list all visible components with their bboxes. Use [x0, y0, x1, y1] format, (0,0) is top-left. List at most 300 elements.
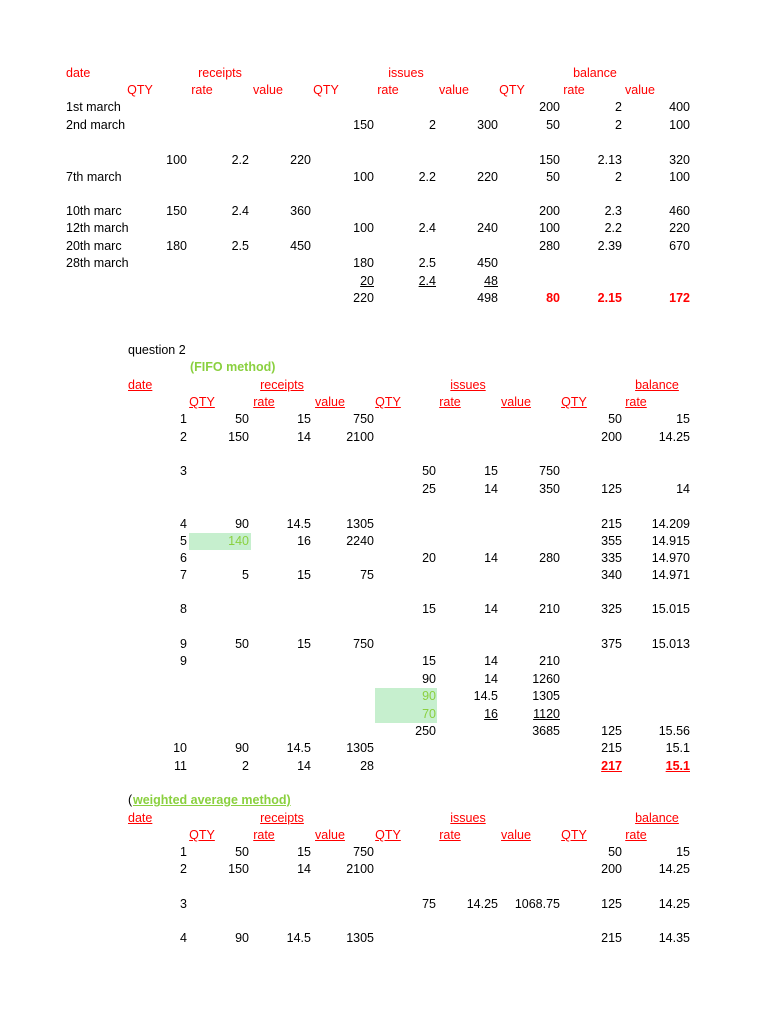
cell-b_qty: 280 [539, 239, 560, 253]
cell-r_value [304, 463, 374, 480]
cell-b_value: 100 [669, 170, 690, 184]
cell-i_value: 210 [539, 602, 560, 616]
cell-b_value: 100 [669, 118, 690, 132]
cell-b_rate: 14.25 [658, 430, 690, 444]
cell-b_qty: 375 [601, 637, 622, 651]
cell-b_rate [552, 273, 622, 290]
cell-r_rate [241, 723, 311, 740]
cell-day: 9 [180, 654, 187, 668]
cell-i_qty: 15 [422, 602, 436, 616]
cell-i_value: 1068.75 [514, 897, 560, 911]
row-date: 28th march [66, 256, 129, 270]
cell-day: 6 [180, 551, 187, 565]
header-balance: balance [573, 66, 617, 80]
cell-i_value: 450 [477, 256, 498, 270]
cell-r_rate: 14.5 [286, 517, 311, 531]
cell-r_qty [117, 169, 187, 186]
cell-r_value [241, 99, 311, 116]
cell-b_qty [552, 706, 622, 723]
cell-i_qty [366, 411, 436, 428]
cell-r_value [241, 290, 311, 307]
cell-b_rate: 2.3 [604, 204, 622, 218]
subheader-rate1: rate [253, 828, 275, 842]
cell-day [117, 671, 187, 688]
cell-day: 3 [180, 464, 187, 478]
cell-day: 1 [180, 845, 187, 859]
cell-r_qty [117, 117, 187, 134]
cell-i_rate [428, 740, 498, 757]
cell-day [117, 723, 187, 740]
header-date: date [66, 66, 91, 80]
cell-b_rate: 14.209 [651, 517, 690, 531]
cell-r_qty [179, 706, 249, 723]
cell-i_value [490, 516, 560, 533]
cell-i_qty: 20 [360, 274, 374, 288]
cell-b_qty: 100 [539, 221, 560, 235]
cell-r_rate [241, 653, 311, 670]
cell-i_qty [366, 758, 436, 775]
cell-r_qty [179, 463, 249, 480]
cell-i_rate [428, 930, 498, 947]
cell-b_qty [552, 671, 622, 688]
cell-r_qty [117, 220, 187, 237]
cell-i_value: 300 [477, 118, 498, 132]
cell-r_rate [241, 601, 311, 618]
cell-day: 8 [180, 602, 187, 616]
row-date: 12th march [66, 221, 129, 235]
cell-b_rate [620, 688, 690, 705]
cell-b_qty: 200 [539, 100, 560, 114]
cell-b_qty: 80 [546, 291, 560, 305]
header-issues: issues [388, 66, 424, 80]
cell-day: 2 [180, 862, 187, 876]
cell-i_qty [304, 152, 374, 169]
cell-r_rate [179, 169, 249, 186]
cell-r_rate [179, 273, 249, 290]
cell-r_rate [179, 99, 249, 116]
cell-r_value [304, 706, 374, 723]
cell-i_rate: 2 [429, 118, 436, 132]
cell-r_qty [179, 550, 249, 567]
subheader-qty1: QTY [189, 395, 215, 409]
cell-r_qty: 140 [228, 534, 249, 548]
cell-b_rate: 15.56 [658, 724, 690, 738]
cell-b_value [620, 273, 690, 290]
cell-b_qty: 215 [601, 517, 622, 531]
cell-i_rate [366, 99, 436, 116]
cell-r_value [241, 273, 311, 290]
cell-b_qty: 200 [539, 204, 560, 218]
cell-i_rate [366, 203, 436, 220]
subheader-qty2: QTY [313, 83, 339, 97]
cell-day: 4 [180, 931, 187, 945]
cell-r_rate [179, 220, 249, 237]
cell-r_qty: 50 [235, 845, 249, 859]
cell-day: 11 [174, 759, 187, 773]
cell-b_rate: 2.15 [597, 291, 622, 305]
cell-b_value: 670 [669, 239, 690, 253]
cell-r_rate: 16 [297, 534, 311, 548]
cell-i_qty [366, 930, 436, 947]
cell-i_qty [366, 533, 436, 550]
cell-i_rate: 14 [484, 482, 498, 496]
cell-i_value: 1260 [532, 672, 560, 686]
cell-i_value [490, 930, 560, 947]
cell-b_qty: 215 [601, 931, 622, 945]
cell-i_qty [304, 203, 374, 220]
cell-b_qty: 325 [601, 602, 622, 616]
subheader-qty2: QTY [375, 395, 401, 409]
cell-i_value [490, 429, 560, 446]
cell-i_rate [428, 411, 498, 428]
cell-r_value: 2100 [346, 862, 374, 876]
cell-r_rate: 2.2 [231, 153, 249, 167]
subheader-rate3: rate [625, 395, 647, 409]
cell-b_qty: 50 [546, 118, 560, 132]
cell-r_value [304, 481, 374, 498]
cell-r_qty: 150 [228, 430, 249, 444]
cell-i_rate: 15 [484, 464, 498, 478]
cell-r_qty: 150 [228, 862, 249, 876]
cell-b_qty: 150 [539, 153, 560, 167]
header-issues: issues [450, 811, 486, 825]
cell-b_rate: 14.25 [658, 862, 690, 876]
subheader-value1: value [253, 83, 283, 97]
cell-day: 10 [173, 741, 187, 755]
cell-b_rate: 14.25 [658, 897, 690, 911]
cell-b_qty: 50 [546, 170, 560, 184]
subheader-qty2: QTY [375, 828, 401, 842]
cell-r_qty [117, 99, 187, 116]
cell-day: 2 [180, 430, 187, 444]
subheader-qty1: QTY [127, 83, 153, 97]
cell-r_rate [241, 688, 311, 705]
header-date: date [128, 811, 153, 825]
cell-r_rate [241, 463, 311, 480]
cell-i_qty: 90 [422, 672, 436, 686]
cell-r_value [304, 550, 374, 567]
cell-r_qty [179, 601, 249, 618]
cell-i_rate: 2.4 [418, 274, 436, 288]
cell-i_value: 498 [477, 291, 498, 305]
cell-r_rate [241, 550, 311, 567]
cell-i_rate [428, 723, 498, 740]
method-title-fifo: (FIFO method) [190, 360, 276, 374]
cell-i_qty [366, 567, 436, 584]
cell-r_qty: 150 [166, 204, 187, 218]
cell-day [117, 706, 187, 723]
cell-r_rate: 14 [297, 759, 311, 773]
cell-b_rate [552, 255, 622, 272]
cell-r_value [241, 117, 311, 134]
cell-i_qty: 250 [415, 724, 436, 738]
cell-r_qty: 50 [235, 637, 249, 651]
cell-i_value [490, 533, 560, 550]
cell-r_qty: 50 [235, 412, 249, 426]
cell-i_qty: 100 [353, 221, 374, 235]
row-date: 2nd march [66, 118, 126, 132]
cell-b_rate: 2.2 [604, 221, 622, 235]
cell-i_value: 750 [539, 464, 560, 478]
cell-i_rate [428, 861, 498, 878]
subheader-value1: value [315, 395, 345, 409]
cell-r_value [304, 723, 374, 740]
cell-r_qty [117, 255, 187, 272]
header-date: date [128, 378, 153, 392]
cell-i_value [490, 758, 560, 775]
row-date: 20th marc [66, 239, 122, 253]
cell-r_qty: 90 [235, 931, 249, 945]
cell-r_value: 750 [353, 845, 374, 859]
cell-i_value: 240 [477, 221, 498, 235]
cell-day: 4 [180, 517, 187, 531]
cell-i_rate [366, 152, 436, 169]
cell-i_qty: 180 [353, 256, 374, 270]
cell-i_rate [366, 290, 436, 307]
cell-r_qty [179, 653, 249, 670]
cell-i_rate [428, 429, 498, 446]
cell-r_qty [179, 481, 249, 498]
cell-r_qty [179, 688, 249, 705]
cell-r_rate: 14.5 [286, 741, 311, 755]
cell-i_rate [428, 758, 498, 775]
cell-r_rate [241, 896, 311, 913]
cell-i_value: 1120 [533, 707, 560, 721]
cell-b_qty: 50 [608, 845, 622, 859]
header-balance: balance [635, 378, 679, 392]
subheader-value2: value [501, 395, 531, 409]
cell-i_value: 210 [539, 654, 560, 668]
cell-i_qty: 150 [353, 118, 374, 132]
subheader-qty3: QTY [561, 395, 587, 409]
cell-day: 1 [180, 412, 187, 426]
header-receipts: receipts [260, 378, 304, 392]
question-label: question 2 [128, 343, 186, 357]
cell-i_rate: 14 [484, 551, 498, 565]
cell-i_value [490, 636, 560, 653]
cell-i_qty [366, 429, 436, 446]
cell-i_value: 280 [539, 551, 560, 565]
cell-r_qty: 5 [242, 568, 249, 582]
cell-r_qty [179, 723, 249, 740]
cell-day: 3 [180, 897, 187, 911]
cell-i_value [428, 238, 498, 255]
cell-r_rate: 14 [297, 430, 311, 444]
cell-r_value: 2100 [346, 430, 374, 444]
cell-b_rate: 14 [676, 482, 690, 496]
cell-r_rate: 15 [297, 412, 311, 426]
cell-b_rate: 15.013 [651, 637, 690, 651]
subheader-rate3: rate [625, 828, 647, 842]
subheader-qty1: QTY [189, 828, 215, 842]
cell-i_value: 48 [484, 274, 498, 288]
cell-r_rate [241, 706, 311, 723]
cell-b_rate: 15.1 [665, 759, 690, 773]
cell-b_qty [552, 463, 622, 480]
cell-i_rate: 14.25 [466, 897, 498, 911]
cell-b_rate: 15 [676, 412, 690, 426]
cell-r_rate: 14 [297, 862, 311, 876]
cell-i_value [490, 411, 560, 428]
cell-i_rate: 14 [484, 672, 498, 686]
cell-r_rate: 15 [297, 568, 311, 582]
row-date: 7th march [66, 170, 122, 184]
cell-b_rate: 15.1 [665, 741, 690, 755]
cell-b_qty: 200 [601, 430, 622, 444]
cell-b_value: 460 [669, 204, 690, 218]
cell-b_qty [552, 688, 622, 705]
subheader-value1: value [315, 828, 345, 842]
cell-b_value: 220 [669, 221, 690, 235]
cell-r_value [304, 671, 374, 688]
cell-b_rate [620, 706, 690, 723]
cell-r_qty [179, 896, 249, 913]
cell-i_qty [366, 844, 436, 861]
subheader-rate2: rate [439, 828, 461, 842]
subheader-value3: value [625, 83, 655, 97]
cell-r_qty [179, 671, 249, 688]
cell-r_value: 1305 [346, 931, 374, 945]
cell-r_qty: 2 [242, 759, 249, 773]
cell-r_value: 220 [290, 153, 311, 167]
cell-i_qty [304, 238, 374, 255]
subheader-rate1: rate [253, 395, 275, 409]
cell-r_value: 360 [290, 204, 311, 218]
cell-i_qty [366, 861, 436, 878]
cell-b_qty [552, 653, 622, 670]
cell-b_value: 172 [669, 291, 690, 305]
cell-b_rate: 14.970 [651, 551, 690, 565]
cell-i_rate [366, 238, 436, 255]
cell-b_qty [490, 255, 560, 272]
cell-i_rate [428, 533, 498, 550]
cell-r_qty [117, 273, 187, 290]
cell-r_qty: 90 [235, 741, 249, 755]
cell-r_value: 2240 [346, 534, 374, 548]
cell-r_rate: 15 [297, 845, 311, 859]
cell-i_qty: 15 [422, 654, 436, 668]
cell-i_value: 350 [539, 482, 560, 496]
cell-r_rate: 2.4 [231, 204, 249, 218]
cell-r_value: 1305 [346, 517, 374, 531]
subheader-value2: value [501, 828, 531, 842]
cell-i_qty [366, 740, 436, 757]
paren: ( [128, 793, 133, 807]
cell-day [117, 688, 187, 705]
cell-b_qty: 215 [601, 741, 622, 755]
cell-i_rate [428, 567, 498, 584]
cell-i_value: 220 [477, 170, 498, 184]
cell-r_value [304, 688, 374, 705]
cell-r_qty [117, 290, 187, 307]
cell-r_rate [241, 481, 311, 498]
cell-r_rate [179, 117, 249, 134]
cell-b_rate [620, 463, 690, 480]
cell-b_rate: 14.971 [651, 568, 690, 582]
cell-day: 7 [180, 568, 187, 582]
cell-i_value [428, 203, 498, 220]
cell-i_value [490, 844, 560, 861]
cell-i_qty: 220 [353, 291, 374, 305]
subheader-qty3: QTY [561, 828, 587, 842]
row-date: 10th marc [66, 204, 122, 218]
cell-i_rate: 14.5 [473, 689, 498, 703]
cell-b_rate: 2 [615, 118, 622, 132]
row-date: 1st march [66, 100, 121, 114]
cell-b_qty: 335 [601, 551, 622, 565]
cell-i_qty [304, 99, 374, 116]
cell-i_qty [366, 636, 436, 653]
cell-i_rate: 2.5 [418, 256, 436, 270]
cell-b_rate: 2.39 [597, 239, 622, 253]
cell-i_rate: 16 [484, 707, 498, 721]
cell-i_value [490, 740, 560, 757]
cell-day [117, 481, 187, 498]
cell-r_value [304, 653, 374, 670]
cell-i_qty: 90 [422, 689, 436, 703]
cell-r_value [304, 601, 374, 618]
cell-r_value: 28 [360, 759, 374, 773]
cell-b_qty: 217 [601, 759, 622, 773]
cell-b_qty: 355 [601, 534, 622, 548]
subheader-qty3: QTY [499, 83, 525, 97]
cell-b_rate: 14.35 [658, 931, 690, 945]
cell-r_value: 750 [353, 637, 374, 651]
cell-r_qty: 180 [166, 239, 187, 253]
cell-i_rate: 14 [484, 602, 498, 616]
cell-i_qty: 25 [422, 482, 436, 496]
cell-b_qty [490, 273, 560, 290]
cell-i_rate [428, 636, 498, 653]
cell-i_rate: 14 [484, 654, 498, 668]
cell-r_value: 1305 [346, 741, 374, 755]
cell-r_value [241, 169, 311, 186]
cell-b_rate: 14.915 [651, 534, 690, 548]
cell-i_qty [366, 516, 436, 533]
cell-b_rate: 2.13 [597, 153, 622, 167]
cell-i_qty: 50 [422, 464, 436, 478]
header-receipts: receipts [198, 66, 242, 80]
cell-r_rate: 14.5 [286, 931, 311, 945]
cell-b_qty: 125 [601, 724, 622, 738]
subheader-rate2: rate [377, 83, 399, 97]
cell-day: 9 [180, 637, 187, 651]
cell-i_qty: 100 [353, 170, 374, 184]
cell-i_qty: 75 [422, 897, 436, 911]
cell-b_rate: 15 [676, 845, 690, 859]
cell-b_value: 320 [669, 153, 690, 167]
cell-r_rate [179, 290, 249, 307]
cell-r_value: 450 [290, 239, 311, 253]
subheader-rate2: rate [439, 395, 461, 409]
cell-i_qty: 20 [422, 551, 436, 565]
cell-b_value [620, 255, 690, 272]
cell-r_rate [241, 671, 311, 688]
header-receipts: receipts [260, 811, 304, 825]
cell-b_rate: 15.015 [651, 602, 690, 616]
subheader-value2: value [439, 83, 469, 97]
cell-day: 5 [180, 534, 187, 548]
cell-b_qty: 125 [601, 482, 622, 496]
cell-r_value: 75 [360, 568, 374, 582]
cell-i_qty: 70 [422, 707, 436, 721]
subheader-rate1: rate [191, 83, 213, 97]
cell-r_rate [179, 255, 249, 272]
cell-i_rate: 2.4 [418, 221, 436, 235]
cell-b_rate [620, 653, 690, 670]
header-issues: issues [450, 378, 486, 392]
cell-b_value: 400 [669, 100, 690, 114]
